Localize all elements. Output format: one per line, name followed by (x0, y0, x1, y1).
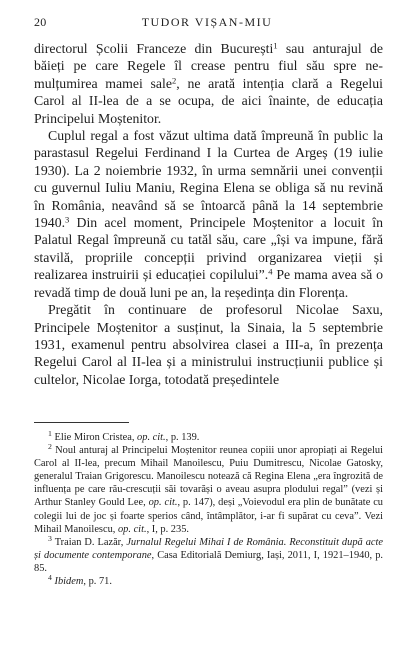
text-span: , Casa Editorială Demiurg, Iași, 2011, I, 1921–1940, p. 85. (34, 549, 383, 574)
footnote-ref: 4 (268, 267, 273, 278)
footnote-number: 3 (48, 533, 52, 543)
running-header (34, 12, 380, 32)
footnote-divider (34, 422, 129, 423)
text-span: , ne arată intenția clară a Regelui Carol al II-lea de a se ocupa, de aici înainte, de educația Principelui Moștenitor. (34, 75, 383, 126)
text-span: , p. 139. (165, 432, 200, 443)
running-title: TUDOR VIȘAN-MIU (141, 15, 273, 29)
italic-text: Jurnalul Regelui Mihai I de România. Reconstituit după acte și documente contemporane (34, 536, 383, 561)
text-span: Din acel moment, Principele Moștenitor a locuit în Palatul Regal împreună cu tatăl său, care „își va impune, fără stavilă, propriile concepții privind organizarea vieții și realizarea instruirii și educației copilului”. (34, 215, 383, 283)
text-span: directorul Școlii Franceze din București (34, 41, 274, 56)
footnote-number: 1 (48, 429, 52, 439)
text-span: Traian D. Lazăr, (51, 536, 127, 548)
footnote (34, 444, 383, 536)
paragraph (34, 40, 383, 127)
text-span: Cuplul regal a fost văzut ultima dată împreună în public la parastasul Regelui Ferdinand I la Curtea de Argeș (19 iulie 1930). La 2 noiembrie 1932, în urma semnării unei convenții cu guvernul Iuliu Maniu, Regina Elena se obliga să nu revină în România, neavând să se întoarcă până la 14 septembrie 1940. (34, 128, 383, 231)
text-span: Elie Miron Cristea, (51, 432, 138, 443)
text-span: , p. 71. (83, 576, 112, 588)
footnotes (34, 431, 383, 588)
italic-text: Ibidem (54, 576, 84, 588)
footnote (34, 431, 383, 444)
text-span: Pe mama avea să o revadă timp de două luni pe an, la reședința din Florența. (34, 267, 383, 300)
paragraph (34, 127, 383, 301)
main-text (34, 40, 383, 388)
paragraph: Pregătit în continuare de profesorul Nicolae Saxu, Principele Moștenitor a susținut, la Sinaia, la 5 septembrie 1931, examenul pentru absolvirea clasei a III-a, în prezența Regelui Carol al II-lea și a ministrului instrucțiunii publice și cultelor, Nicolae Iorga, totodată președintele (34, 302, 383, 387)
footnote-number: 2 (48, 442, 52, 452)
italic-text: op. cit. (137, 432, 166, 443)
text-span: , I, p. 235. (146, 523, 189, 535)
text-span: sau anturajul de băieți pe care Regele îl crease pentru fiul său spre nemulțumirea mamei sale (34, 41, 383, 91)
text-span: , p. 147), deși „Voievodul era plin de bunătate cu colegii lui de joc și foarte sperios când, întâmplător, i-ar fi supărat cu ceva”. Vezi Mihail Manoilescu, (34, 497, 383, 535)
footnote-ref: 1 (273, 40, 278, 51)
text-span: Noul anturaj al Principelui Moștenitor reunea copiii unor apropiați ai Regelui Carol al II-lea, precum Mihail Manoilescu, Puiu Dumitrescu, Nicolae Gatosky, generalul Traian Grigorescu. Manoilescu notează că Regina Elena „era îngrozită de influența pe care rău-crescuții săi tovarăși o aveau asupra plodului regal” (vezi și Arthur Stanley Gould Lee, (34, 445, 383, 509)
footnote-ref: 3 (65, 214, 70, 225)
page-number: 20 (34, 15, 47, 29)
footnote (34, 533, 383, 575)
footnote (34, 575, 383, 588)
italic-text: op. cit. (117, 523, 147, 535)
footnote-number: 4 (48, 573, 52, 583)
footnote-ref: 2 (172, 75, 177, 86)
italic-text: op. cit. (148, 497, 178, 509)
